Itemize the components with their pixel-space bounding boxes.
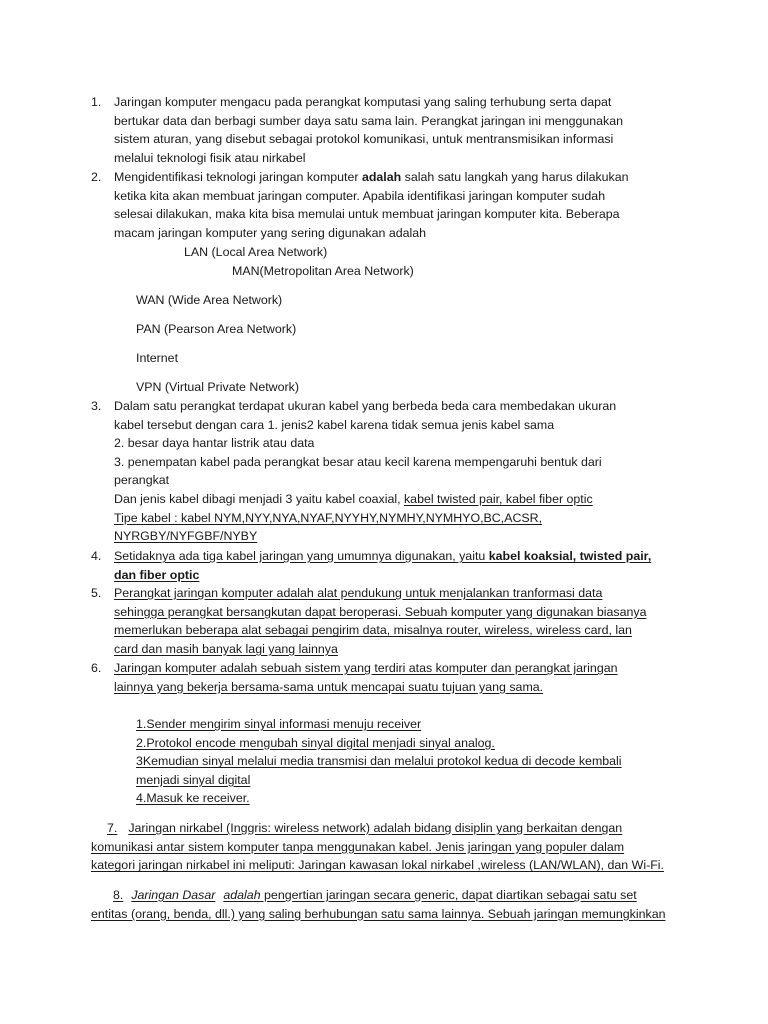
list-item-4: [91, 547, 659, 584]
bold-term: adalah: [361, 170, 402, 184]
text-line: Setidaknya ada tiga kabel jaringan yang umumnya digunakan, yaitu kabel koaksial, twisted pair,: [114, 549, 652, 563]
text-line: macam jaringan komputer yang sering digunakan adalah: [114, 225, 427, 240]
text-line: melalui teknologi fisik atau nirkabel: [114, 150, 306, 165]
list-number: 1.: [91, 95, 102, 109]
list-number: 5.: [91, 586, 102, 600]
step-line: 4.Masuk ke receiver.: [136, 791, 250, 806]
list-item-2: [91, 168, 659, 242]
list-number: 2.: [91, 170, 102, 184]
network-type-man: MAN(Metropolitan Area Network): [232, 264, 414, 278]
network-type-pan: PAN (Pearson Area Network): [136, 322, 297, 336]
text-line: dan fiber optic: [114, 567, 200, 582]
text-line: Dalam satu perangkat terdapat ukuran kabel yang berbeda beda cara membedakan ukuran: [114, 399, 617, 413]
step-line: 1.Sender mengirim sinyal informasi menuju receiver: [136, 717, 422, 731]
text-line: Dan jenis kabel dibagi menjadi 3 yaitu kabel coaxial, kabel twisted pair, kabel fiber optic: [114, 491, 593, 506]
text-line: 7. Jaringan nirkabel (Inggris: wireless network) adalah bidang disiplin yang berkaitan dengan: [107, 821, 623, 835]
text-line: NYRGBY/NYFGBF/NYBY: [114, 529, 258, 544]
paragraph-number: 7.: [107, 821, 118, 835]
step-line: 3Kemudian sinyal melalui media transmisi dan melalui protokol kedua di decode kembali: [136, 754, 622, 769]
text-line: Mengidentifikasi teknologi jaringan komputer adalah salah satu langkah yang harus dilakukan: [114, 170, 629, 184]
text-line: perangkat: [114, 473, 170, 488]
network-type-lan: LAN (Local Area Network): [184, 245, 328, 259]
text-line: card dan masih banyak lagi yang lainnya: [114, 641, 338, 656]
text-line: entitas (orang, benda, dll.) yang saling berhubungan satu sama lainnya. Sebuah jaringan memungkinkan: [91, 906, 666, 921]
list-number: 6.: [91, 661, 102, 675]
process-steps: [136, 715, 696, 808]
text-line: 2. besar daya hantar listrik atau data: [114, 436, 315, 451]
text-line: 3. penempatan kabel pada perangkat besar atau kecil karena mempengaruhi bentuk dari: [114, 454, 602, 469]
text-line: memerlukan beberapa alat sebagai pengirim data, misalnya router, wireless, wireless card, lan: [114, 623, 632, 638]
text-line: Perangkat jaringan komputer adalah alat pendukung untuk menjalankan tranformasi data: [114, 586, 603, 600]
paragraph-number: 8.: [113, 888, 124, 902]
text-line: sehingga perangkat bersangkutan dapat beroperasi. Sebuah komputer yang digunakan biasanya: [114, 604, 647, 619]
italic-term: Jaringan Dasar: [131, 888, 216, 902]
list-item-5: [91, 584, 659, 658]
text-line: sistem aturan, yang disebut sebagai protokol komunikasi, untuk mentransmisikan informasi: [114, 132, 614, 147]
text-line: Jaringan komputer adalah sebuah sistem yang terdiri atas komputer dan perangkat jaringan: [114, 661, 618, 675]
underlined-text: kabel twisted pair, kabel fiber optic: [403, 491, 593, 506]
step-line: 2.Protokol encode mengubah sinyal digital menjadi sinyal analog.: [136, 735, 495, 750]
text-line: selesai dilakukan, maka kita bisa memulai untuk membuat jaringan komputer kita. Beberapa: [114, 207, 620, 222]
network-type-vpn: VPN (Virtual Private Network): [136, 380, 299, 394]
text-line: lainnya yang bekerja bersama-sama untuk mencapai suatu tujuan yang sama.: [114, 679, 544, 694]
list-item-6: [91, 659, 659, 696]
text-line: ketika kita akan membuat jaringan computer. Apabila identifikasi jaringan komputer sudah: [114, 188, 606, 203]
list-number: 3.: [91, 399, 102, 413]
list-item-3: [91, 397, 659, 546]
list-number: 4.: [91, 549, 102, 563]
text-line: kabel tersebut dengan cara 1. jenis2 kabel karena tidak semua jenis kabel sama: [114, 417, 555, 432]
bold-term: kabel koaksial, twisted pair,: [488, 549, 652, 563]
text-line: komunikasi antar sistem komputer tanpa menggunakan kabel. Jenis jaringan yang populer dalam: [91, 839, 625, 854]
step-line: menjadi sinyal digital: [136, 772, 251, 787]
network-type-wan: WAN (Wide Area Network): [136, 293, 283, 307]
network-type-internet: Internet: [136, 351, 179, 365]
text-line: 8. Jaringan Dasar adalah pengertian jaringan secara generic, dapat diartikan sebagai satu set: [113, 888, 637, 902]
text-line: Jaringan komputer mengacu pada perangkat komputasi yang saling terhubung serta dapat: [114, 95, 612, 109]
list-item-1: [91, 93, 659, 167]
paragraph-8: [91, 886, 681, 923]
italic-term: adalah: [223, 888, 261, 902]
text-line: Tipe kabel : kabel NYM,NYY,NYA,NYAF,NYYHY,NYMHY,NYMHYO,BC,ACSR,: [114, 510, 543, 525]
paragraph-7: [91, 819, 681, 875]
text-line: kategori jaringan nirkabel ini meliputi: Jaringan kawasan lokal nirkabel ,wireless (LAN/WLAN), dan Wi-Fi.: [91, 858, 664, 873]
text-line: bertukar data dan berbagi sumber daya satu sama lain. Perangkat jaringan ini menggunakan: [114, 113, 624, 128]
